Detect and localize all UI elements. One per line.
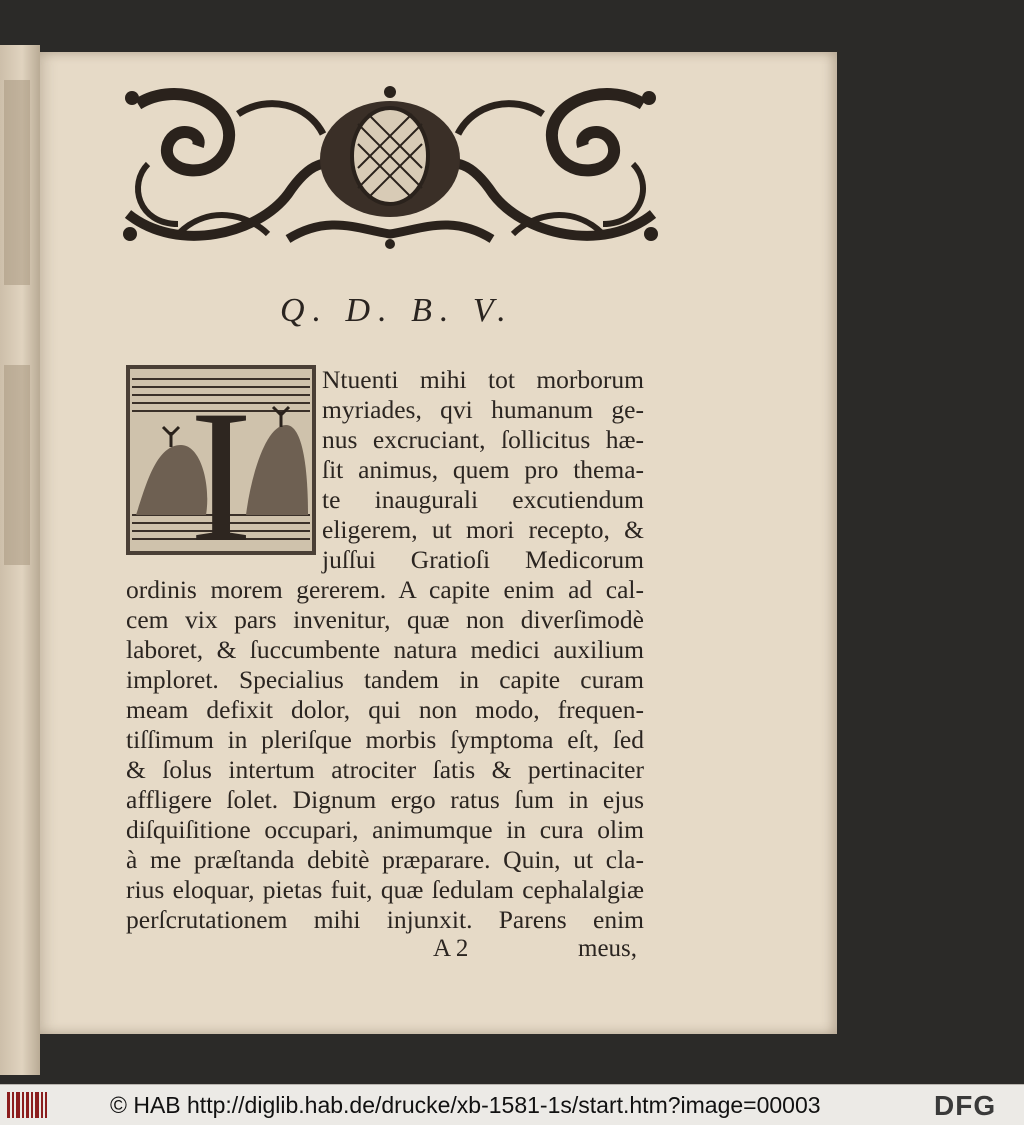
- text-line: juſſui Gratioſi Medicorum: [322, 545, 644, 574]
- page-heading: Q. D. B. V.: [280, 292, 514, 329]
- decorated-initial-icon: [126, 365, 316, 555]
- signature-mark: A 2: [433, 935, 469, 962]
- book-page: [40, 52, 837, 1034]
- text-line: & ſolus intertum atrociter ſatis & pertinaciter: [126, 755, 644, 784]
- ornamental-headpiece-icon: [118, 84, 663, 250]
- text-line: myriades, qvi humanum ge-: [322, 395, 644, 424]
- text-line: imploret. Specialius tandem in capite curam: [126, 665, 644, 694]
- dfg-logo: DFG: [934, 1090, 997, 1121]
- text-line: ſit animus, quem pro thema-: [322, 455, 644, 484]
- text-line: tiſſimum in pleriſque morbis ſymptoma eſt, ſed: [126, 725, 644, 754]
- text-line: ordinis morem gererem. A capite enim ad cal-: [126, 575, 644, 604]
- footer-bar: [0, 1084, 1024, 1125]
- text-line: eligerem, ut mori recepto, &: [322, 515, 644, 544]
- text-line: à me præſtanda debitè præparare. Quin, ut cla-: [126, 845, 644, 874]
- text-line: rius eloquar, pietas fuit, quæ ſedulam cephalalgiæ: [126, 875, 644, 904]
- text-line: perſcrutationem mihi injunxit. Parens enim: [126, 905, 644, 934]
- footer-citation[interactable]: © HAB http://diglib.hab.de/drucke/xb-1581-1s/start.htm?image=00003: [110, 1092, 821, 1118]
- text-line: diſquiſitione occupari, animumque in cura olim: [126, 815, 644, 844]
- text-line: laboret, & ſuccumbente natura medici auxilium: [126, 635, 644, 664]
- hab-barcode-icon: [6, 1089, 48, 1121]
- text-line: nus excruciant, ſollicitus hæ-: [322, 425, 644, 454]
- catchword: meus,: [578, 935, 638, 962]
- text-line: cem vix pars invenitur, quæ non diverſimodè: [126, 605, 644, 634]
- text-line: meam defixit dolor, qui non modo, frequen-: [126, 695, 644, 724]
- text-line: te inaugurali excutiendum: [322, 485, 644, 514]
- text-line: Ntuenti mihi tot morborum: [322, 365, 644, 394]
- text-line: affligere ſolet. Dignum ergo ratus ſum in ejus: [126, 785, 644, 814]
- facing-page-edge: [0, 45, 40, 1075]
- initial-letter: I: [189, 372, 253, 555]
